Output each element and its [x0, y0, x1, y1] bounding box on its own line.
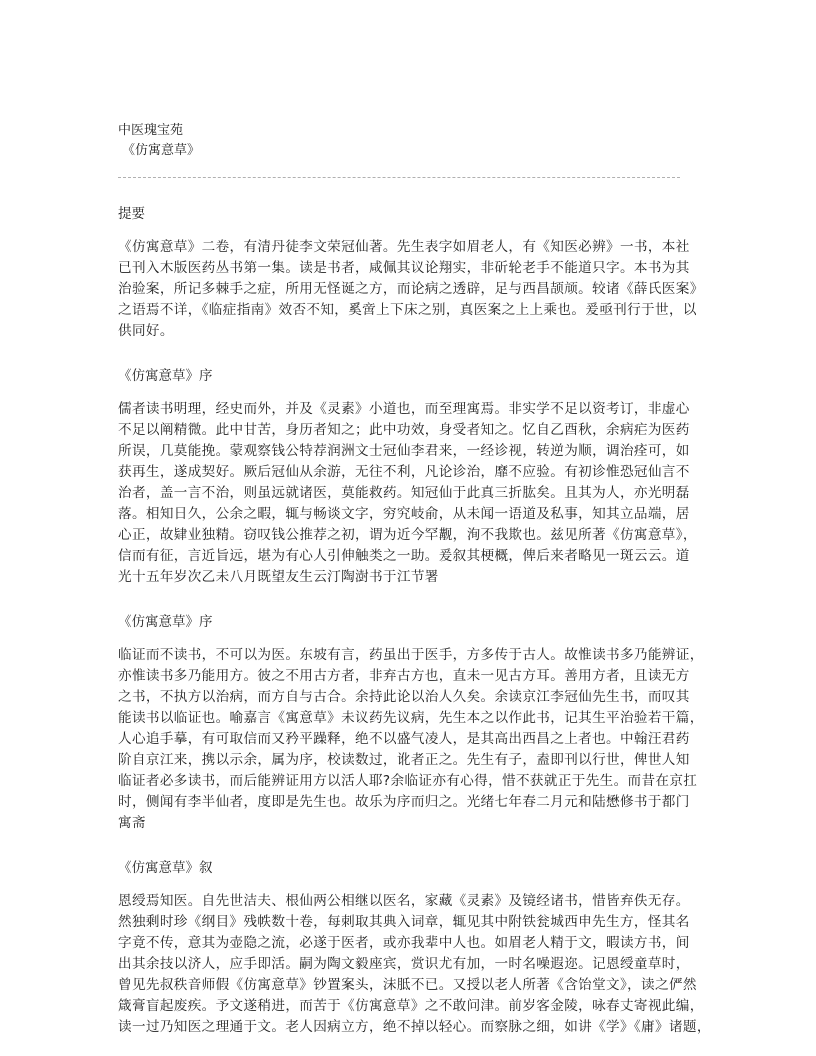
- text-line: 之书，不执方以治病，而方自与古合。余持此论以治人久矣。余读京江李冠仙先生书，而叹其: [118, 689, 690, 705]
- section-paragraph: [118, 645, 718, 834]
- section-paragraph: [118, 399, 718, 588]
- text-line: 临证而不读书，不可以为医。东坡有言，药虽出于医手，方多传于古人。故惟读书多乃能辨证，: [118, 647, 704, 663]
- text-line: 所误，几莫能挽。蒙观察钱公特荐润洲文士冠仙李君来，一经诊视，转逆为顺，调治痊可，如: [118, 443, 690, 459]
- text-line: 恩绶焉知医。自先世洁夫、根仙两公相继以医名，家藏《灵素》及镜经诸书，惜皆弃佚无存。: [118, 893, 690, 909]
- text-line: 落。相知日久，公余之暇，辄与畅谈文字，穷究岐俞，从未闻一语道及私事，知其立品端，居: [118, 506, 690, 522]
- section-paragraph: [118, 891, 718, 1038]
- text-line: 心正，故肄业独精。窃叹钱公推荐之初，谓为近今罕觏，洵不我欺也。兹见所著《仿寓意草》，: [118, 527, 697, 543]
- section-preface-1: [118, 366, 718, 588]
- text-line: 读一过乃知医之理通于文。老人因病立方，绝不掉以轻心。而察脉之细，如讲《学》《庸》诸题，: [118, 1019, 711, 1035]
- section-heading: 提要: [118, 206, 145, 222]
- text-line: 时，侧闻有李半仙者，度即是先生也。故乐为序而归之。光绪七年春二月元和陆懋修书于都门: [118, 794, 690, 810]
- section-paragraph: [118, 237, 718, 342]
- section-preface-2: [118, 612, 718, 834]
- section-summary: [118, 204, 718, 342]
- text-line: 之语焉不详，《临症指南》效否不知，奚啻上下床之别，真医案之上上乘也。爰亟刊行于世，以: [118, 302, 697, 318]
- text-line: 临证者必多读书，而后能辨证用方以活人耶?余临证亦有心得，惜不获就正于先生。而昔在京扛: [118, 773, 698, 789]
- section-heading: 《仿寓意草》序: [118, 614, 213, 630]
- text-line: 治验案，所记多棘手之症，所用无怪诞之方，而论病之透辟，足与西昌颉颃。较诸《薛氏医案》: [118, 281, 704, 297]
- text-line: 信而有征，言近旨远，堪为有心人引伸触类之一助。爰叙其梗概，俾后来者略见一斑云云。道: [118, 548, 690, 564]
- text-line: 阶自京江来，携以示余，属为序，校读数过，讹者正之。先生有子，盍即刊以行世，俾世人知: [118, 752, 690, 768]
- text-line: 人心追手摹，有可取信而又矜平躁释，绝不以盛气凌人，是其高出西昌之上者也。中翰汪君药: [118, 731, 690, 747]
- document-page: [118, 121, 718, 1038]
- text-line: 然独剩时珍《纲目》残帙数十卷，每刺取其典入词章，辄见其中附铁瓮城西申先生方，怪其名: [118, 914, 690, 930]
- text-line: 已刊入木版医药丛书第一集。读是书者，咸佩其议论翔实，非斫轮老手不能道只字。本书为其: [118, 260, 690, 276]
- dashed-divider: [118, 177, 680, 178]
- text-line: 《仿寓意草》二卷，有清丹徒李文荣冠仙著。先生表字如眉老人，有《知医必辨》一书，本社: [118, 239, 690, 255]
- text-line: 光十五年岁次乙未八月既望友生云汀陶澍书于江节署: [118, 569, 439, 585]
- text-line: 儒者读书明理，经史而外，并及《灵素》小道也，而至理寓焉。非实学不足以资考订，非虚心: [118, 401, 690, 417]
- text-line: 字竟不传，意其为壶隐之流，必遂于医者，或亦我辈中人也。如眉老人精于文，暇读方书，间: [118, 935, 690, 951]
- text-line: 箴膏盲起废疾。予文遂稍进，而苦于《仿寓意草》之不敢问津。前岁客金陵，咏春丈寄视此编，: [118, 998, 704, 1014]
- text-line: 亦惟读书多乃能用方。彼之不用古方者，非弃古方也，直未一见古方耳。善用方者，且读无方: [118, 668, 690, 684]
- document-body: [118, 204, 718, 1038]
- text-line: 不足以阐精微。此中甘苦，身历者知之；此中功效，身受者知之。忆自乙酉秋，余病疟为医药: [118, 422, 690, 438]
- text-line: 寓斋: [118, 815, 146, 831]
- site-title: 中医瑰宝苑: [118, 123, 184, 138]
- text-line: 能读书以临证也。喻嘉言《寓意草》未议药先议病，先生本之以作此书，记其生平治验若干篇，: [118, 710, 704, 726]
- text-line: 出其余技以济人，应手即活。嗣为陶文毅座宾，赏识尤有加，一时名噪遐迩。记恩绶童草时，: [118, 956, 690, 972]
- text-line: 曾见先叔秩音师假《仿寓意草》钞置案头，沫胝不已。又授以老人所著《含饴堂文》，读之俨然: [118, 977, 697, 993]
- section-heading: 《仿寓意草》叙: [118, 860, 213, 876]
- section-foreword: [118, 858, 718, 1038]
- text-line: 供同好。: [118, 323, 174, 339]
- text-line: 治者，盖一言不治，则虽远就诸医，莫能救药。知冠仙于此真三折肱矣。且其为人，亦光明磊: [118, 485, 690, 501]
- book-title: 《仿寓意草》: [122, 143, 201, 158]
- text-line: 获再生，遂成契好。厥后冠仙从余游，无往不利，凡论诊治，靡不应验。有初诊惟恐冠仙言不: [118, 464, 690, 480]
- section-heading: 《仿寓意草》序: [118, 368, 213, 384]
